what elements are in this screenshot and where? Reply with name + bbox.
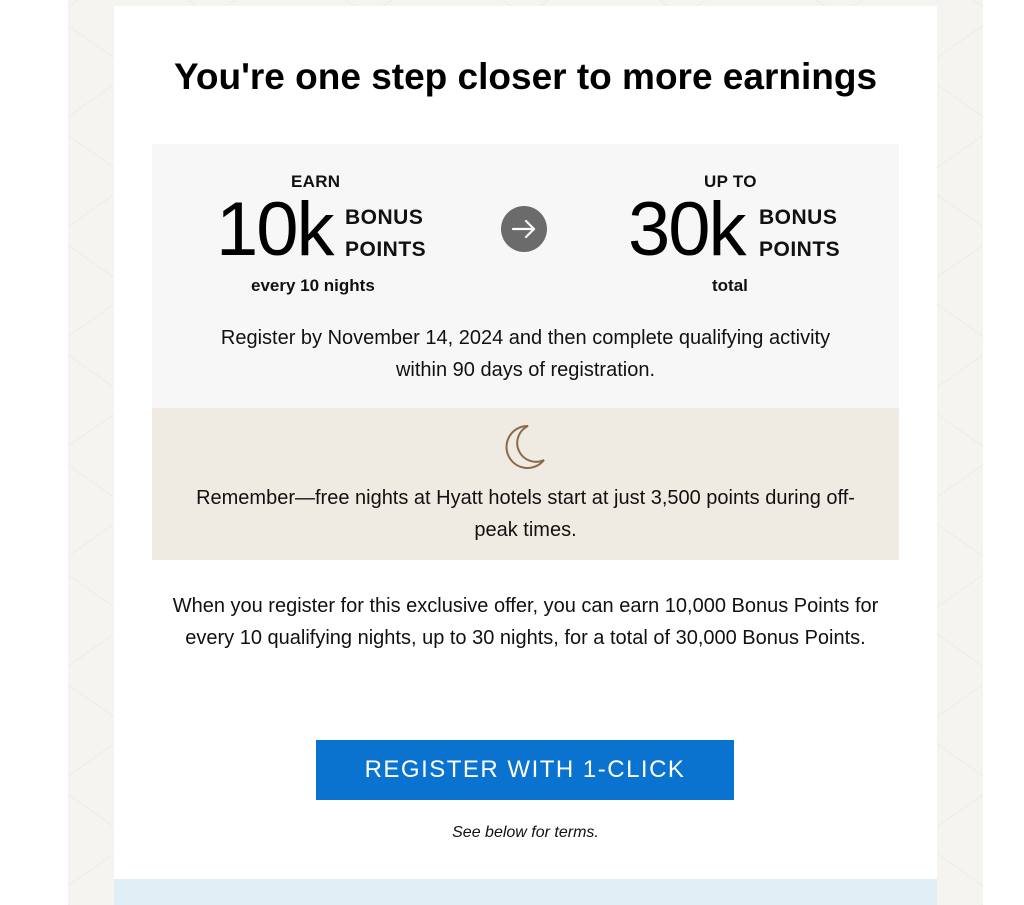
earn-bonus-points-label: BONUS POINTS <box>345 206 427 261</box>
offer-upto-column <box>628 144 848 304</box>
footer-band <box>114 879 937 905</box>
upto-sub-label: total <box>712 276 748 295</box>
remember-box <box>152 408 899 560</box>
email-card <box>114 6 937 905</box>
earn-label: EARN <box>291 172 341 191</box>
offer-box <box>152 144 899 408</box>
upto-label: UP TO <box>704 172 757 191</box>
arrow-right-icon <box>501 206 547 252</box>
moon-icon <box>502 422 548 477</box>
page-title: You're one step closer to more earnings <box>173 56 878 97</box>
earn-sub-label: every 10 nights <box>251 276 375 295</box>
terms-note: See below for terms. <box>452 824 599 841</box>
upto-amount: 30k <box>628 187 745 272</box>
offer-description: When you register for this exclusive offer, you can earn 10,000 Bonus Points for every 10 qualifying nights, up to 30 nights, for a total of 30,000 Bonus Points. <box>172 595 879 649</box>
upto-bonus-points-label: BONUS POINTS <box>759 206 841 261</box>
register-button[interactable]: REGISTER WITH 1-CLICK <box>316 740 734 800</box>
earn-amount: 10k <box>216 187 333 272</box>
offer-earn-column <box>216 144 436 304</box>
register-deadline-note: Register by November 14, 2024 and then complete qualifying activity within 90 days of registration. <box>220 327 831 381</box>
remember-text: Remember—free nights at Hyatt hotels start at just 3,500 points during off-peak times. <box>196 487 855 541</box>
